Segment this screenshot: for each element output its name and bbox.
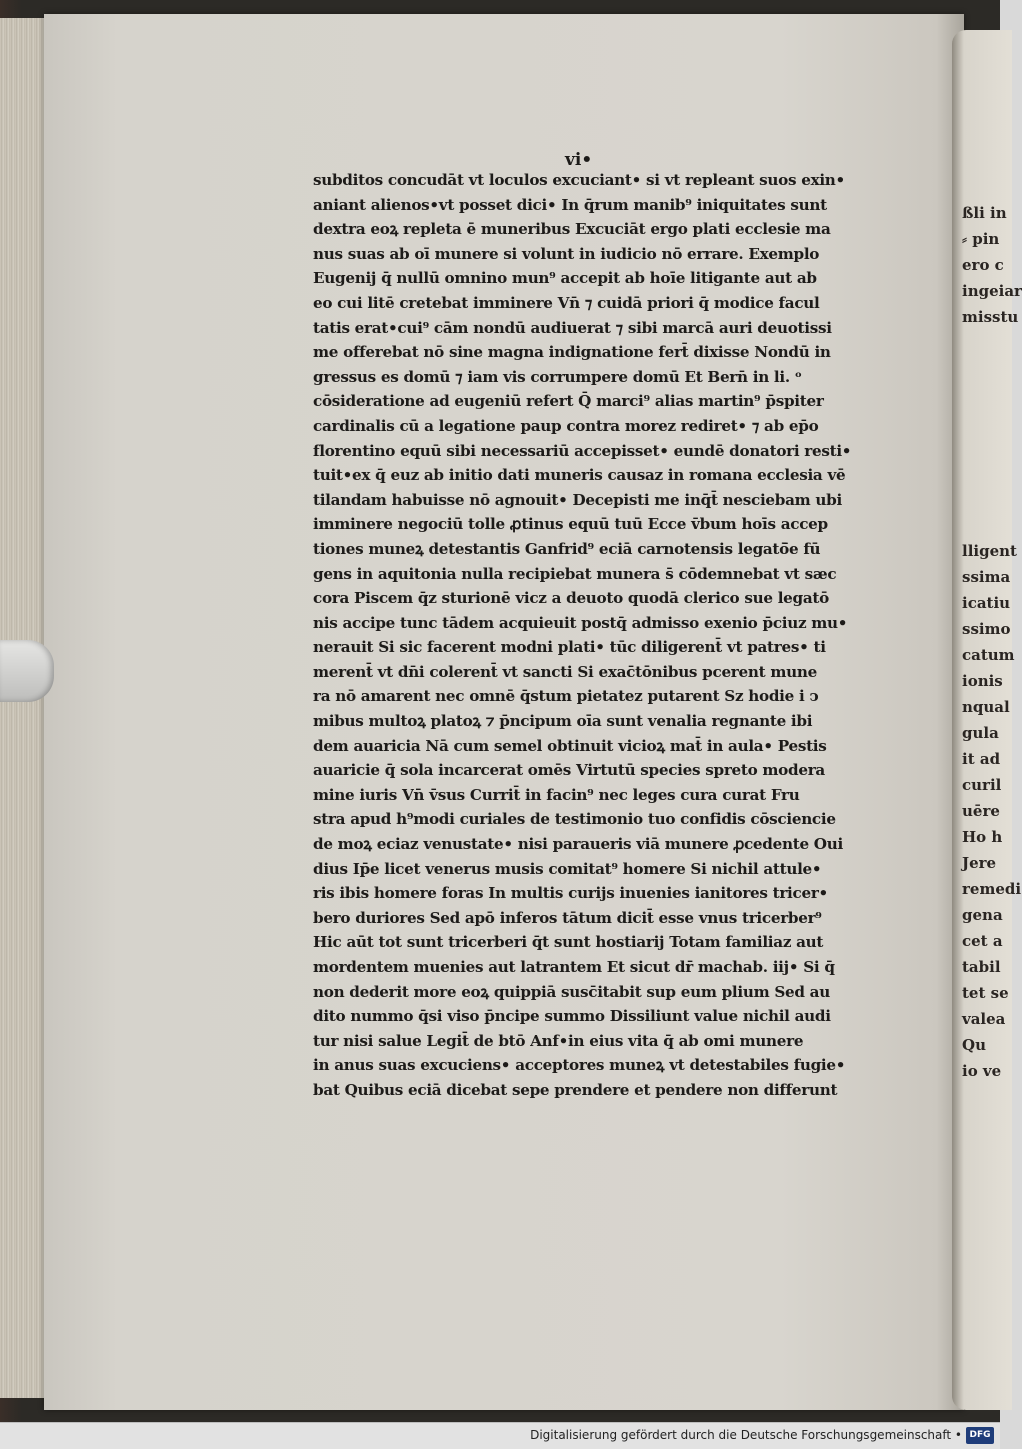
facing-page-line: ssima bbox=[962, 568, 1011, 586]
text-line: me offerebat nō sine magna indignatione fert̄ dixisse Nondū in bbox=[313, 343, 831, 362]
facing-page-line: curil bbox=[962, 776, 1002, 794]
facing-page-line bbox=[962, 330, 1012, 356]
facing-page-line: catum bbox=[962, 646, 1015, 664]
text-line: bat Quibus eciā dicebat sepe prendere et pendere non differunt bbox=[313, 1080, 838, 1099]
text-line: subditos concudāt vt loculos excuciant• si vt repleant suos exin• bbox=[313, 171, 845, 189]
facing-page-line bbox=[962, 356, 1012, 382]
text-line: aniant alienos•vt posset dici• In q̄rum manib⁹ iniquitates sunt bbox=[313, 195, 827, 214]
text-line: dito nummo q̄si viso p̄ncipe summo Dissiliunt value nichil audi bbox=[313, 1007, 831, 1026]
footer-bar bbox=[0, 1422, 1000, 1449]
funding-credit: Digitalisierung gefördert durch die Deutsche Forschungsgemeinschaft • bbox=[530, 1428, 962, 1442]
facing-page-line: ingeiar bbox=[962, 282, 1022, 300]
facing-page-line: remedi bbox=[962, 880, 1022, 898]
text-line: non dederit more eoꝝ quippiā susc̄itabit sup eum plium Sed au bbox=[313, 982, 830, 1001]
facing-page-line: cet a bbox=[962, 932, 1003, 950]
text-line: stra apud h⁹modi curiales de testimonio tuo confidis cōsciencie bbox=[313, 810, 836, 829]
text-line: merent̄ vt dn̄i colerent̄ vt sancti Si exac̄tōnibus pcerent mune bbox=[313, 662, 817, 681]
text-line: mibus multoꝝ platoꝝ ⁊ p̄ncipum oīa sunt venalia regnante ibi bbox=[313, 712, 813, 731]
facing-page-line: nqual bbox=[962, 698, 1010, 716]
page-clip bbox=[0, 640, 54, 702]
text-line: tuit•ex q̄ euz ab initio dati muneris causaz in romana ecclesia vē bbox=[313, 466, 846, 485]
text-line: in anus suas excuciens• acceptores muneꝝ vt detestabiles fugie• bbox=[313, 1056, 846, 1075]
facing-page-line bbox=[962, 408, 1012, 434]
text-block bbox=[313, 168, 883, 1103]
text-line: tiones muneꝝ detestantis Ganfrid⁹ eciā carnotensis legatō̄e fū bbox=[313, 539, 821, 558]
text-line: cora Piscem q̄z sturionē vicz a deuoto quodā clerico sue legatō bbox=[313, 589, 829, 608]
facing-page-line: tet se bbox=[962, 984, 1009, 1002]
text-line: florentino equū sibi necessariū accepisset• eundē donatori resti• bbox=[313, 441, 852, 460]
facing-page-line: ⸗ pin bbox=[962, 230, 1000, 248]
facing-page-line: it ad bbox=[962, 750, 1001, 768]
text-line: dextra eoꝝ repleta ē muneribus Excuciāt ergo plati ecclesie ma bbox=[313, 220, 831, 239]
facing-page-line: Jere bbox=[962, 854, 997, 872]
facing-page-line: ero c bbox=[962, 256, 1004, 274]
text-line: nus suas ab oī munere si volunt in iudicio nō errare. Exemplo bbox=[313, 244, 820, 263]
text-line: ra nō amarent nec omnē q̄stum pietatez putarent Sz hodie i ↄ bbox=[313, 687, 819, 706]
facing-page-line: ssimo bbox=[962, 620, 1011, 638]
facing-page-line: Ho h bbox=[962, 828, 1003, 846]
text-line: eo cui litē cretebat imminere Vn̄ ⁊ cuidā priori q̄ modice facul bbox=[313, 293, 820, 312]
facing-page-line bbox=[962, 512, 1012, 538]
text-line: bero duriores Sed apō inferos tātum dicit̄ esse vnus tricerber⁹ bbox=[313, 908, 822, 927]
book-page bbox=[44, 14, 964, 1410]
dfg-logo: DFG bbox=[966, 1427, 994, 1444]
facing-page-line bbox=[962, 382, 1012, 408]
text-line: cōsideratione ad eugeniū refert Q̄ marci⁹ alias martin⁹ p̄spiter bbox=[313, 392, 824, 411]
text-line: cardinalis cū a legatione paup contra morez rediret• ⁊ ab ep̄o bbox=[313, 416, 819, 435]
facing-page bbox=[952, 30, 1022, 1410]
text-line: auaricie q̄ sola incarcerat omēs Virtutū species spreto modera bbox=[313, 761, 825, 780]
facing-page-line: uēre bbox=[962, 802, 1000, 820]
facing-page-line: ionis bbox=[962, 672, 1003, 690]
text-line: mordentem muenies aut latrantem Et sicut dr̄ machab. iij• Si q̄ bbox=[313, 958, 835, 976]
facing-page-line: valea bbox=[962, 1010, 1006, 1028]
text-line: gens in aquitonia nulla recipiebat munera s̄ cōdemnebat vt sæc bbox=[313, 564, 837, 583]
text-line: Hic aūt tot sunt tricerberi q̄t sunt hostiarij Totam familiaz aut bbox=[313, 933, 824, 952]
facing-page-line: Qu bbox=[962, 1036, 986, 1054]
facing-page-line bbox=[962, 486, 1012, 512]
facing-page-text bbox=[952, 200, 1022, 1084]
facing-page-line: gena bbox=[962, 906, 1003, 924]
facing-page-line: misstu bbox=[962, 308, 1019, 326]
text-line: dem auaricia Nā cum semel obtinuit vicioꝝ mat̄ in aula• Pestis bbox=[313, 736, 827, 755]
facing-page-line bbox=[962, 434, 1012, 460]
text-line: Eugenij q̄ nullū omnino mun⁹ accepit ab hoīe litigante aut ab bbox=[313, 269, 817, 288]
facing-page-line: gula bbox=[962, 724, 999, 742]
page-number: vi• bbox=[565, 150, 593, 170]
text-line: ris ibis homere foras In multis curijs inuenies ianitores tricer• bbox=[313, 884, 828, 903]
facing-page-line: lligent bbox=[962, 542, 1017, 560]
facing-page-line: tabil bbox=[962, 958, 1001, 976]
text-line: de moꝝ eciaz venustate• nisi paraueris viā munere ꝓcedente Oui bbox=[313, 835, 843, 854]
text-line: tatis erat•cui⁹ cām nondū audiuerat ⁊ sibi marcā auri deuotissi bbox=[313, 318, 832, 337]
text-line: dius Ip̄e licet venerus musis comitat⁹ homere Si nichil attule• bbox=[313, 859, 822, 878]
facing-page-line: icatiu bbox=[962, 594, 1011, 612]
facing-page-line: io ve bbox=[962, 1062, 1002, 1080]
text-line: nis accipe tunc tādem acquieuit postq̄ admisso exenio p̄ciuz mu• bbox=[313, 613, 848, 632]
text-line: imminere negociū tolle ꝓtinus equū tuū Ecce v̄bum hoīs accep bbox=[313, 515, 828, 534]
book-page-edges bbox=[0, 18, 48, 1398]
facing-page-line: ßli in bbox=[962, 204, 1007, 222]
text-line: tilandam habuisse nō agnouit• Decepisti me inq̄t̄ nesciebam ubi bbox=[313, 490, 842, 509]
text-line: gressus es domū ⁊ iam vis corrumpere domū Et Bern̄ in li. ᵒ bbox=[313, 367, 802, 386]
facing-page-line bbox=[962, 460, 1012, 486]
text-line: tur nisi salue Legit̄ de btō Anf•in eius vita q̄ ab omi munere bbox=[313, 1031, 804, 1050]
text-line: mine iuris Vn̄ v̄sus Currit̄ in facin⁹ nec leges cura curat Fru bbox=[313, 785, 800, 804]
text-line: nerauit Si sic facerent modni plati• tūc diligerent̄ vt patres• ti bbox=[313, 638, 826, 657]
